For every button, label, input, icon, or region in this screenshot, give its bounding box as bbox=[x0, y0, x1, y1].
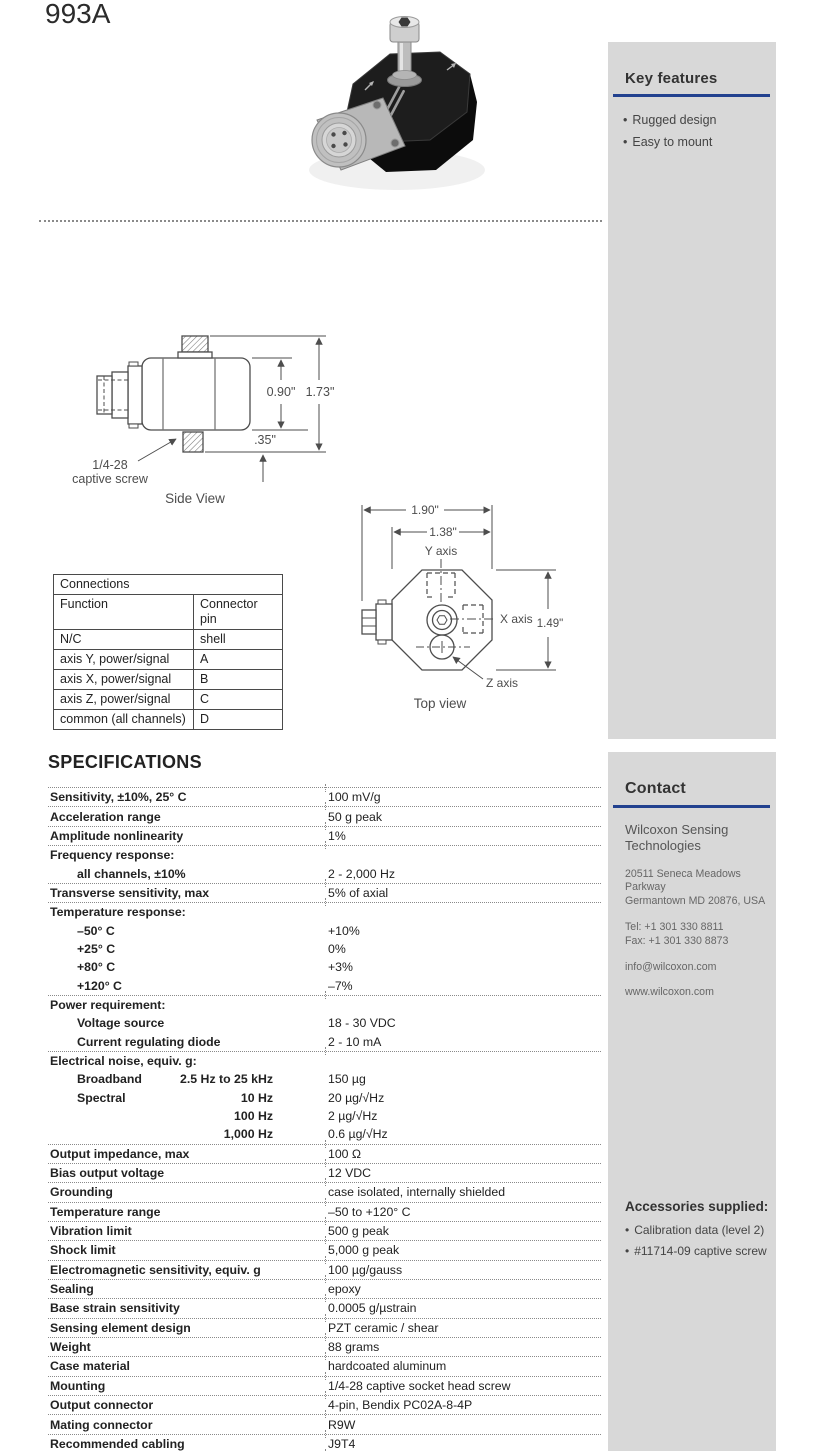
spec-row bbox=[48, 884, 601, 903]
accessory-text: #11714-09 captive screw bbox=[634, 1244, 767, 1258]
spec-row bbox=[48, 807, 601, 826]
spec-value: +3% bbox=[328, 960, 353, 975]
spec-label: Mating connector bbox=[50, 1417, 153, 1432]
dim-body-height-label: 0.90" bbox=[266, 385, 296, 399]
spec-value: 20 µg/√Hz bbox=[328, 1090, 385, 1105]
bullet-icon: • bbox=[623, 113, 628, 127]
spec-condition: 10 Hz bbox=[240, 1090, 273, 1105]
spec-value: 100 µg/gauss bbox=[328, 1262, 403, 1277]
spec-row bbox=[48, 846, 601, 864]
z-axis-label: Z axis bbox=[486, 676, 519, 690]
spec-condition: 100 Hz bbox=[234, 1109, 273, 1124]
spec-value: 0.6 µg/√Hz bbox=[328, 1127, 388, 1142]
connection-function: common (all channels) bbox=[54, 710, 194, 729]
connections-row bbox=[54, 630, 282, 650]
spec-label: Grounding bbox=[50, 1185, 113, 1200]
spec-value: 1/4-28 captive socket head screw bbox=[328, 1378, 511, 1393]
bullet-icon: • bbox=[625, 1223, 630, 1237]
company-address: 20511 Seneca Meadows Parkway Germantown MD 20876, USA bbox=[625, 867, 766, 908]
email-link[interactable]: info@wilcoxon.com bbox=[625, 961, 717, 974]
spec-row bbox=[48, 1261, 601, 1280]
x-axis-label: X axis bbox=[500, 612, 533, 626]
spec-label: Sensing element design bbox=[50, 1320, 191, 1335]
connections-row bbox=[54, 650, 282, 670]
accelerometer-photo-illustration bbox=[295, 12, 490, 202]
spec-value: 2 - 2,000 Hz bbox=[328, 866, 395, 881]
spec-label: +25° C bbox=[77, 941, 116, 956]
key-feature-item bbox=[623, 135, 768, 149]
spec-row bbox=[48, 940, 601, 958]
spec-value: 500 g peak bbox=[328, 1224, 389, 1239]
spec-value: +10% bbox=[328, 923, 360, 938]
spec-row bbox=[48, 1052, 601, 1070]
spec-label: Output impedance, max bbox=[50, 1146, 190, 1161]
contact-accent-rule bbox=[613, 805, 770, 808]
company-name: Wilcoxon Sensing Technologies bbox=[625, 822, 729, 854]
dim-outer-width-label: 1.90" bbox=[411, 503, 439, 517]
spec-label: +80° C bbox=[77, 960, 116, 975]
spec-value: 2 - 10 mA bbox=[328, 1034, 382, 1049]
accessories-heading: Accessories supplied: bbox=[625, 1199, 769, 1214]
spec-label: Weight bbox=[50, 1340, 91, 1355]
captive-screw-note-line2: captive screw bbox=[72, 472, 148, 486]
spec-row bbox=[48, 1377, 601, 1396]
page-title: 993A bbox=[45, 0, 111, 29]
dim-inner-width-label: 1.38" bbox=[429, 525, 457, 539]
spec-label: all channels, ±10% bbox=[77, 866, 186, 881]
spec-value: 100 Ω bbox=[328, 1146, 362, 1161]
spec-row bbox=[48, 1415, 601, 1434]
spec-label: Mounting bbox=[50, 1378, 106, 1393]
spec-value: 4-pin, Bendix PC02A-8-4P bbox=[328, 1398, 473, 1413]
spec-label: Case material bbox=[50, 1359, 130, 1374]
tel-line: Tel: +1 301 330 8811 bbox=[625, 920, 724, 933]
spec-value: epoxy bbox=[328, 1282, 361, 1297]
spec-label: Current regulating diode bbox=[77, 1034, 221, 1049]
connection-function: axis Y, power/signal bbox=[54, 650, 194, 669]
horizontal-dotted-divider bbox=[39, 220, 602, 222]
connection-pin: C bbox=[200, 692, 210, 706]
spec-value: 0.0005 g/µstrain bbox=[328, 1301, 417, 1316]
spec-row bbox=[48, 864, 601, 883]
spec-row bbox=[48, 1070, 601, 1088]
spec-value: 100 mV/g bbox=[328, 790, 381, 805]
spec-label: Amplitude nonlinearity bbox=[50, 828, 184, 843]
spec-value: R9W bbox=[328, 1417, 356, 1432]
spec-value: 150 µg bbox=[328, 1072, 366, 1087]
spec-label: +120° C bbox=[77, 978, 122, 993]
spec-value: 2 µg/√Hz bbox=[328, 1109, 378, 1124]
dim-screw-label: .35" bbox=[254, 433, 276, 447]
spec-label: Temperature range bbox=[50, 1204, 161, 1219]
dim-side-height-label: 1.49" bbox=[536, 618, 564, 630]
spec-value: 88 grams bbox=[328, 1340, 380, 1355]
spec-value: 5% of axial bbox=[328, 885, 389, 900]
spec-value: 50 g peak bbox=[328, 809, 383, 824]
accessories-section bbox=[625, 1199, 770, 1265]
spec-value: –50 to +120° C bbox=[328, 1204, 411, 1219]
spec-row bbox=[48, 1032, 601, 1051]
bullet-icon: • bbox=[625, 1244, 630, 1258]
specifications-heading: SPECIFICATIONS bbox=[48, 752, 202, 772]
spec-label: Broadband bbox=[77, 1072, 142, 1087]
key-features-panel bbox=[608, 42, 776, 739]
connections-row bbox=[54, 710, 282, 729]
top-view-caption: Top view bbox=[413, 696, 467, 711]
spec-row bbox=[48, 903, 601, 921]
connections-table bbox=[53, 574, 283, 730]
key-feature-item bbox=[623, 113, 768, 127]
spec-label: Recommended cabling bbox=[50, 1436, 185, 1451]
spec-condition: 1,000 Hz bbox=[223, 1127, 273, 1142]
connections-col-pin: Connector pin bbox=[200, 597, 258, 626]
accessory-text: Calibration data (level 2) bbox=[634, 1223, 765, 1237]
spec-label: Voltage source bbox=[77, 1016, 165, 1031]
side-view-drawing bbox=[58, 322, 368, 517]
spec-row bbox=[48, 1338, 601, 1357]
spec-label: Sensitivity, ±10%, 25° C bbox=[50, 790, 187, 805]
key-feature-text: Easy to mount bbox=[632, 135, 713, 149]
dim-total-height-label: 1.73" bbox=[305, 385, 335, 399]
spec-label: Shock limit bbox=[50, 1243, 116, 1258]
contact-panel bbox=[608, 752, 776, 1451]
spec-row bbox=[48, 788, 601, 807]
spec-label: Base strain sensitivity bbox=[50, 1301, 180, 1316]
spec-row bbox=[48, 1435, 601, 1451]
bullet-icon: • bbox=[623, 135, 628, 149]
connection-function: axis Z, power/signal bbox=[54, 690, 194, 709]
spec-row bbox=[48, 1014, 601, 1032]
connection-pin: B bbox=[200, 672, 209, 686]
side-view-caption: Side View bbox=[165, 491, 225, 506]
spec-value: 5,000 g peak bbox=[328, 1243, 400, 1258]
spec-value: –7% bbox=[328, 978, 353, 993]
spec-row bbox=[48, 958, 601, 976]
spec-label: Power requirement: bbox=[50, 997, 166, 1012]
accessory-item bbox=[625, 1244, 770, 1258]
contact-heading: Contact bbox=[625, 780, 686, 797]
spec-label: Electrical noise, equiv. g: bbox=[50, 1053, 197, 1068]
spec-value: case isolated, internally shielded bbox=[328, 1185, 506, 1200]
connection-function: axis X, power/signal bbox=[54, 670, 194, 689]
key-features-heading: Key features bbox=[625, 70, 718, 87]
spec-row bbox=[48, 1241, 601, 1260]
spec-label: Bias output voltage bbox=[50, 1166, 165, 1181]
spec-value: 1% bbox=[328, 828, 346, 843]
spec-row bbox=[48, 1125, 601, 1144]
y-axis-label: Y axis bbox=[424, 544, 458, 558]
captive-screw-note-line1: 1/4-28 bbox=[92, 458, 128, 472]
spec-value: PZT ceramic / shear bbox=[328, 1320, 439, 1335]
connections-col-function: Function bbox=[54, 595, 194, 629]
accessories-list bbox=[625, 1223, 770, 1258]
spec-row bbox=[48, 1280, 601, 1299]
connection-pin: D bbox=[200, 712, 210, 726]
spec-row bbox=[48, 1203, 601, 1222]
website-link[interactable]: www.wilcoxon.com bbox=[625, 986, 714, 999]
connections-rows bbox=[54, 630, 282, 729]
spec-label: Electromagnetic sensitivity, equiv. g bbox=[50, 1262, 261, 1277]
spec-row bbox=[48, 1396, 601, 1415]
spec-row bbox=[48, 1183, 601, 1202]
spec-label: Output connector bbox=[50, 1398, 154, 1413]
spec-row bbox=[48, 921, 601, 939]
spec-row bbox=[48, 1319, 601, 1338]
spec-row bbox=[48, 1164, 601, 1183]
connection-pin: A bbox=[200, 652, 209, 666]
spec-label: Frequency response: bbox=[50, 848, 175, 863]
phone-numbers bbox=[625, 921, 766, 949]
spec-row bbox=[48, 1145, 601, 1164]
spec-row bbox=[48, 1222, 601, 1241]
spec-label: –50° C bbox=[77, 923, 115, 938]
connections-row bbox=[54, 690, 282, 710]
accessory-item bbox=[625, 1223, 770, 1237]
spec-label: Temperature response: bbox=[50, 905, 186, 920]
spec-value: 12 VDC bbox=[328, 1166, 372, 1181]
spec-label: Vibration limit bbox=[50, 1224, 132, 1239]
specifications-table bbox=[48, 787, 601, 1451]
product-photo bbox=[295, 12, 490, 202]
contact-details bbox=[608, 822, 776, 998]
spec-value: 0% bbox=[328, 941, 346, 956]
fax-line: Fax: +1 301 330 8873 bbox=[625, 934, 729, 947]
spec-value: 18 - 30 VDC bbox=[328, 1016, 396, 1031]
spec-row bbox=[48, 1089, 601, 1107]
connections-header-row bbox=[54, 595, 282, 630]
spec-value: J9T4 bbox=[328, 1436, 356, 1451]
key-feature-text: Rugged design bbox=[632, 113, 717, 127]
connection-pin: shell bbox=[200, 632, 226, 646]
spec-value: hardcoated aluminum bbox=[328, 1359, 447, 1374]
connection-function: N/C bbox=[54, 630, 194, 649]
spec-label: Sealing bbox=[50, 1282, 94, 1297]
connections-row bbox=[54, 670, 282, 690]
spec-row bbox=[48, 827, 601, 846]
key-features-list bbox=[608, 97, 776, 149]
spec-label: Transverse sensitivity, max bbox=[50, 885, 210, 900]
spec-label: Acceleration range bbox=[50, 809, 161, 824]
spec-row bbox=[48, 996, 601, 1014]
connections-table-title: Connections bbox=[54, 575, 282, 595]
spec-row bbox=[48, 1357, 601, 1376]
spec-row bbox=[48, 1299, 601, 1318]
top-view-drawing bbox=[350, 497, 600, 719]
spec-condition: 2.5 Hz to 25 kHz bbox=[180, 1072, 273, 1087]
spec-label: Spectral bbox=[77, 1090, 126, 1105]
spec-row bbox=[48, 1107, 601, 1125]
spec-row bbox=[48, 976, 601, 995]
